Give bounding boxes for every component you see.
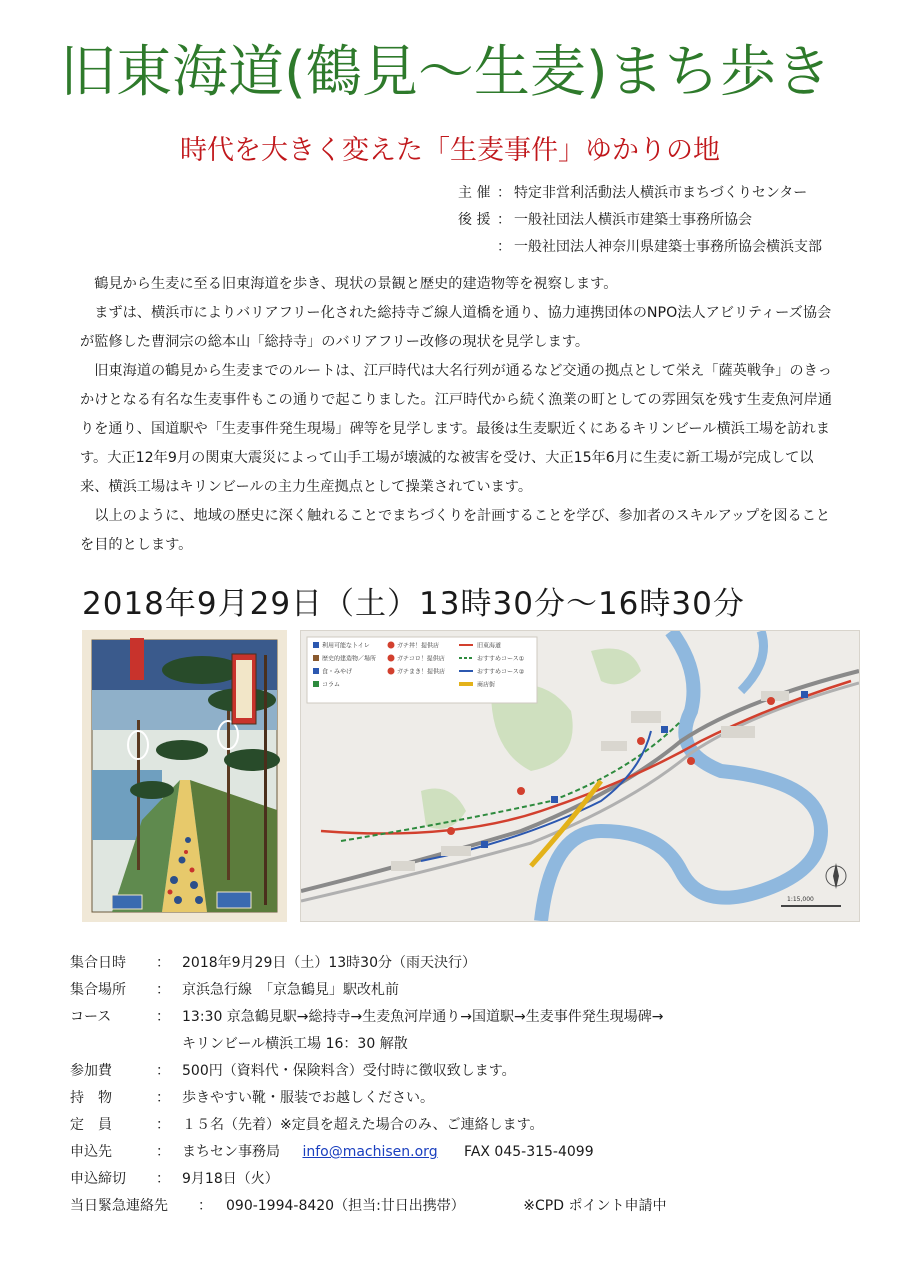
info-row-emergency [70, 1195, 666, 1215]
map-legend-label: おすすめコース② [477, 668, 525, 676]
info-key: 持 物 [70, 1090, 112, 1106]
info-row-fee [70, 1060, 516, 1080]
intro-paragraph: 鶴見から生麦に至る旧東海道を歩き、現状の景観と歴史的建造物等を視察します。 [94, 276, 618, 292]
info-key: 定 員 [70, 1117, 112, 1133]
info-row-belongings [70, 1087, 434, 1107]
map-scale: 1:15,000 [787, 896, 814, 903]
map-legend-label: ガチまき！提供店 [397, 668, 446, 676]
info-key: 参加費 [70, 1063, 112, 1079]
supporter-row-2 [458, 236, 822, 256]
intro-paragraph: 旧東海道の鶴見から生麦までのルートは、江戸時代は大名行列が通るなど交通の拠点として栄え「薩英戦争」のきっかけとなる有名な生麦事件もこの通りで起こりました。江戸時代から続く漁業の町としての雰囲気を残す生麦魚河岸通りを通り、国道駅や「生麦事件発生現場」碑等を見学します。最後は生麦駅近くにあるキリンビール横浜工場を訪れます。大正12年9月の関東大震災によって山手工場が壊滅的な被害を受け、大正15年6月に生麦に新工場が完成して以来、横浜工場はキリンビールの主力生産拠点として操業されています。 [80, 363, 832, 495]
woodblock-print-graphic [82, 630, 287, 922]
map-legend-label: 利用可能なトイレ [322, 642, 370, 650]
emergency-phone: 090-1994-8420（担当:廿日出携帯） [226, 1198, 465, 1214]
info-value: １５名（先着）※定員を超えた場合のみ、ご連絡します。 [182, 1117, 544, 1133]
info-colon: ： [156, 1171, 170, 1187]
map-legend-label: 旧東海道 [477, 642, 502, 650]
info-colon: ： [156, 1117, 170, 1133]
map-legend-label: ガチコロ！提供店 [397, 655, 445, 663]
route-map [300, 630, 860, 922]
info-colon: ： [156, 955, 170, 971]
supporter-label: 後 援 [458, 212, 491, 228]
info-value: 13:30 京急鶴見駅→総持寺→生麦魚河岸通り→国道駅→生麦事件発生現場碑→ [182, 1009, 664, 1025]
intro-paragraph: まずは、横浜市によりバリアフリー化された総持寺ご線人道橋を通り、協力連携団体のNPO法人アビリティーズ協会が監修した曹洞宗の総本山「総持寺」のバリアフリー改修の現状を見学します。 [80, 305, 832, 350]
supporter-colon: ： [497, 212, 511, 228]
info-row-course [70, 1006, 663, 1026]
info-key: 申込締切 [70, 1171, 126, 1187]
map-legend-label: コラム [322, 681, 340, 689]
route-map-graphic [301, 631, 859, 921]
map-legend-label: 商店街 [477, 681, 496, 689]
info-row-apply [70, 1141, 594, 1161]
info-value: 歩きやすい靴・服装でお越しください。 [182, 1090, 434, 1106]
info-key: コース [70, 1009, 112, 1025]
info-colon: ： [156, 1090, 170, 1106]
organizer-colon: ： [497, 185, 511, 201]
info-row-course-cont [70, 1033, 408, 1053]
organizer-value: 特定非営利活動法人横浜市まちづくりセンター [514, 185, 808, 201]
info-row-place [70, 979, 399, 999]
info-key: 集合日時 [70, 955, 126, 971]
info-value: 500円（資料代・保険料含）受付時に徴収致します。 [182, 1063, 516, 1079]
organizer-label: 主 催 [458, 185, 491, 201]
intro-text [80, 270, 840, 560]
info-row-date [70, 952, 476, 972]
intro-paragraph: 以上のように、地域の歴史に深く触れることでまちづくりを計画することを学び、参加者のスキルアップを図ることを目的とします。 [80, 508, 831, 553]
supporter-value-2: 一般社団法人神奈川県建築士事務所協会横浜支部 [514, 239, 822, 255]
info-colon: ： [198, 1198, 212, 1214]
info-key: 申込先 [70, 1144, 112, 1160]
map-legend-label: ガチ丼！提供店 [397, 642, 440, 650]
map-legend-label: おすすめコース① [477, 655, 525, 663]
map-legend-label: 食・みやげ [322, 668, 353, 676]
email-link[interactable]: info@machisen.org [302, 1144, 438, 1160]
info-key: 集合場所 [70, 982, 126, 998]
page-title: 旧東海道(鶴見〜生麦)まち歩き [60, 40, 832, 105]
fax-number: FAX 045-315-4099 [464, 1144, 594, 1160]
cpd-note: ※CPD ポイント申請中 [523, 1198, 667, 1214]
info-row-deadline [70, 1168, 279, 1188]
info-value: 9月18日（火） [182, 1171, 279, 1187]
info-key: 当日緊急連絡先 [70, 1198, 168, 1214]
map-legend-label: 歴史的建造物／場所 [322, 655, 377, 663]
info-colon: ： [156, 1144, 170, 1160]
info-colon: ： [156, 1063, 170, 1079]
info-value: 京浜急行線 「京急鶴見」駅改札前 [182, 982, 399, 998]
info-colon: ： [156, 982, 170, 998]
info-row-capacity [70, 1114, 543, 1134]
woodblock-print-image [82, 630, 287, 922]
info-colon: ： [156, 1009, 170, 1025]
supporter-row [458, 209, 752, 229]
supporter-value: 一般社団法人横浜市建築士事務所協会 [514, 212, 752, 228]
supporter-colon-2: ： [497, 239, 511, 255]
info-value: 2018年9月29日（土）13時30分（雨天決行） [182, 955, 476, 971]
subtitle: 時代を大きく変えた「生麦事件」ゆかりの地 [180, 135, 720, 166]
apply-office: まちセン事務局 [182, 1144, 280, 1160]
info-value: キリンビール横浜工場 16：30 解散 [182, 1036, 408, 1052]
organizer-row [458, 182, 807, 202]
event-datetime: 2018年9月29日（土）13時30分〜16時30分 [82, 586, 745, 622]
